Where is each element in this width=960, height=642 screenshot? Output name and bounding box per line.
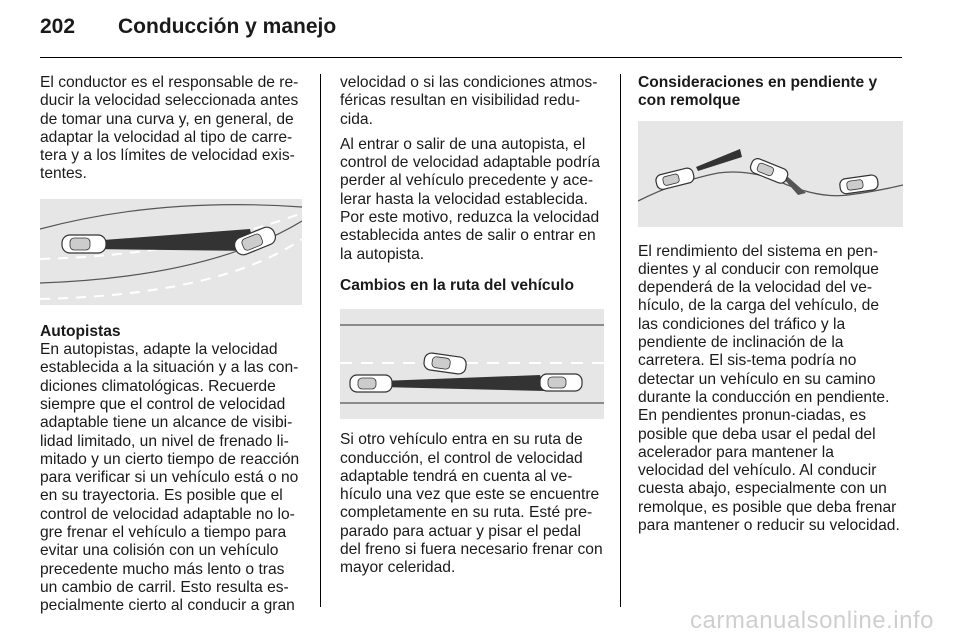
lane-change-illustration: [340, 309, 604, 419]
col1-paragraph-2: En autopistas, adapte la velocidad establecida a la situación y a las con-diciones climatológicas. Recuerde siempre que el control de velocidad adaptable tiene un alcance de visibi-lidad limitado, un nivel de frenado li-mitado y un cierto tiempo de reacción para verificar si un vehículo está o no en su trayectoria. Es posible que el control de velocidad adaptable no lo-gre frenar el vehículo a tiempo para evitar una colisión con un vehículo precedente mucho más lento o tras un cambio de carril. Esto resulta es-pecialmente cierto al conducir a gran: [40, 341, 300, 615]
col1-paragraph-1: El conductor es el responsable de re-ducir la velocidad seleccionada antes de tomar una curva y, en general, de adaptar la velocidad al tipo de carre-tera y a los límites de velocidad exis-tentes.: [40, 74, 299, 183]
own-car-icon: [350, 375, 392, 392]
hill-road-illustration: [638, 121, 903, 227]
page-number: 202: [40, 15, 76, 38]
section-heading-autopistas: Autopistas: [40, 322, 121, 340]
column-1: [40, 74, 302, 616]
col3-paragraph-1: El rendimiento del sistema en pen-dientes y al conducir con remolque dependerá de la velocidad del ve-hículo, de la carga del vehículo, de las condiciones del tráfico y la pendiente de inclinación de la carretera. El sis-tema podría no detectar un vehículo en su camino durante la conducción en pendiente. En pendientes pronun-ciadas, es posible que deba usar el pedal del acelerador para mantener la velocidad del vehículo. Al conducir cuesta abajo, especialmente con un remolque, es posible que deba frenar para mantener o reducir su velocidad.: [638, 242, 900, 535]
page-title: Conducción y manejo: [118, 15, 337, 38]
col2-paragraph-1: velocidad o si las condiciones atmos-féricas resultan en visibilidad redu-cida.: [340, 74, 598, 128]
column-2: [340, 74, 604, 578]
preceding-car-icon: [540, 374, 582, 391]
watermark: carmanualsonline.info: [690, 607, 934, 634]
section-heading-pendiente-remolque: Consideraciones en pendiente y con remolque: [638, 74, 878, 110]
column-divider: [620, 74, 621, 607]
column-divider: [320, 74, 321, 607]
own-car-icon: [62, 235, 106, 253]
curve-road-illustration: [40, 199, 302, 305]
col2-paragraph-3: Si otro vehículo entra en su ruta de conducción, el control de velocidad adaptable tendrá en cuenta al ve-hículo una vez que este se encuentre completamente en su ruta. Esté pre-parado para actuar y pisar el pedal del freno si fuera necesario frenar con mayor celeridad.: [340, 431, 603, 577]
header-divider: [40, 57, 902, 58]
section-heading-cambios-ruta: Cambios en la ruta del vehículo: [340, 276, 574, 294]
col2-paragraph-2: Al entrar o salir de una autopista, el control de velocidad adaptable podría perder al vehículo precedente y ace-lerar hasta la velocidad establecida. Por este motivo, reduzca la velocidad establecida antes de salir o entrar en la autopista.: [340, 135, 601, 263]
column-3: [638, 74, 903, 535]
